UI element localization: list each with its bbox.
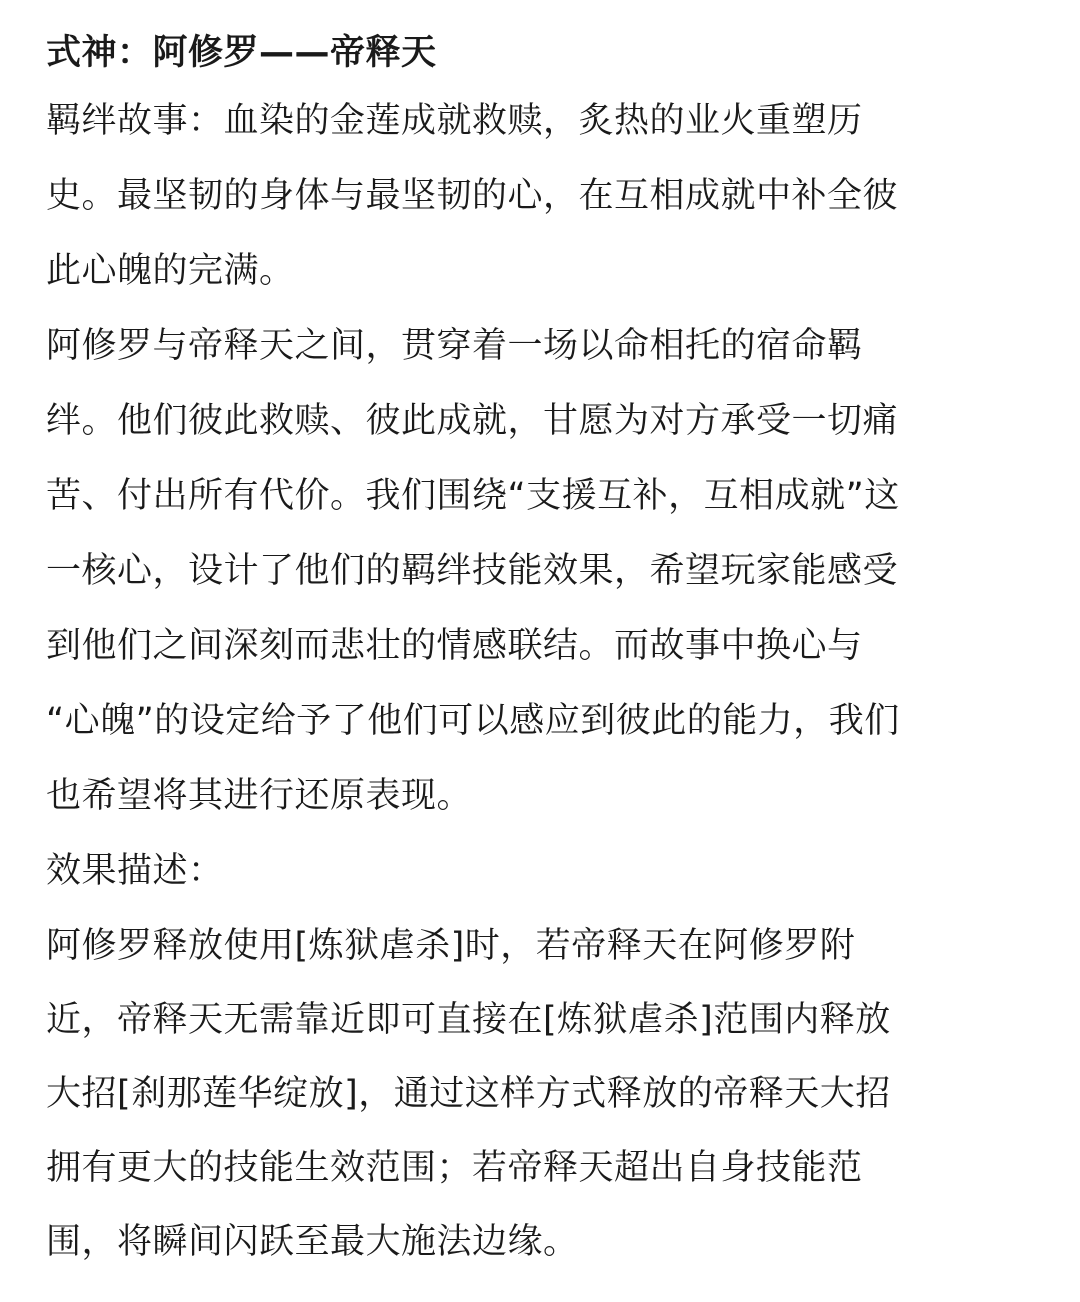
text-line: 一核心，设计了他们的羁绊技能效果，希望玩家能感受: [46, 551, 899, 591]
text-line: 近，帝释天无需靠近即可直接在[炼狱虐杀]范围内释放: [46, 1000, 891, 1040]
text-line: 史。最坚韧的身体与最坚韧的心，在互相成就中补全彼: [46, 176, 899, 216]
effect-description-paragraph: [46, 909, 1036, 1279]
design-intent-paragraph: [46, 309, 1036, 834]
text-line: 效果描述：: [46, 851, 224, 891]
text-line: 也希望将其进行还原表现。: [46, 776, 473, 816]
text-line: 阿修罗与帝释天之间，贯穿着一场以命相托的宿命羁: [46, 326, 863, 366]
text-line: 此心魄的完满。: [46, 251, 295, 291]
text-line: 苦、付出所有代价。我们围绕“支援互补，互相成就”这: [46, 476, 900, 516]
text-line: 围，将瞬间闪跃至最大施法边缘。: [46, 1222, 579, 1262]
document-body: [46, 22, 1036, 1279]
page-title: 式神：阿修罗——帝释天: [46, 33, 437, 73]
text-line: 羁绊故事：血染的金莲成就救赎，炙热的业火重塑历: [46, 101, 863, 141]
bond-story-paragraph: [46, 84, 1036, 309]
text-line: 阿修罗释放使用[炼狱虐杀]时，若帝释天在阿修罗附: [46, 926, 856, 966]
text-line: “心魄”的设定给予了他们可以感应到彼此的能力，我们: [46, 701, 900, 741]
text-line: 大招[刹那莲华绽放]，通过这样方式释放的帝释天大招: [46, 1074, 891, 1114]
text-line: 到他们之间深刻而悲壮的情感联结。而故事中换心与: [46, 626, 863, 666]
text-line: 绊。他们彼此救赎、彼此成就，甘愿为对方承受一切痛: [46, 401, 899, 441]
text-line: 拥有更大的技能生效范围；若帝释天超出自身技能范: [46, 1148, 863, 1188]
effect-heading: [46, 834, 1036, 909]
